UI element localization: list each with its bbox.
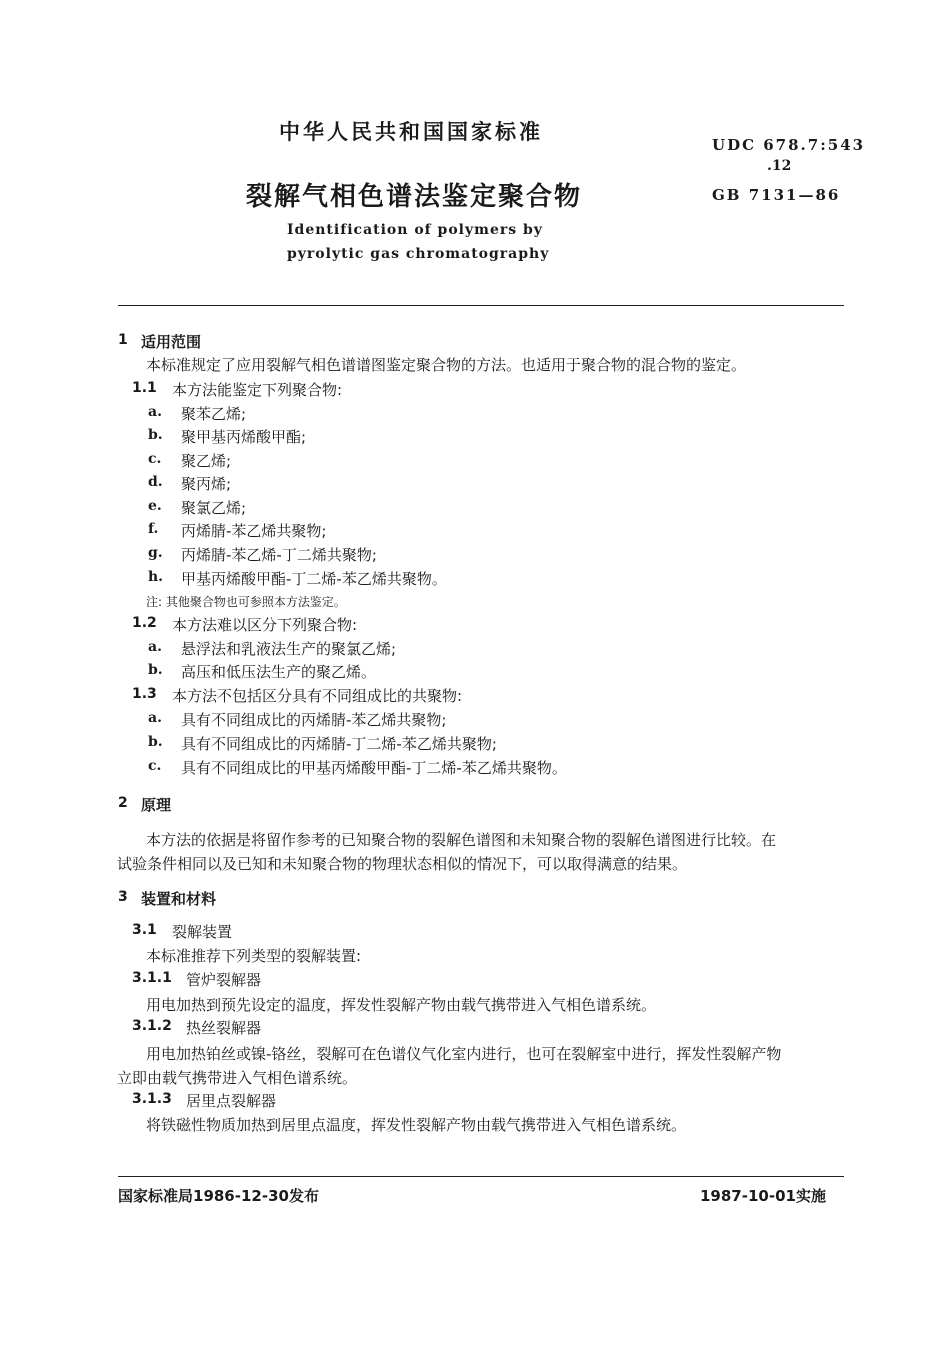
list-item: 丙烯腈-苯乙烯-丁二烯共聚物; — [181, 546, 377, 564]
clause-1-3-text: 本方法不包括区分具有不同组成比的共聚物: — [172, 687, 463, 705]
list-item-letter: b. — [148, 734, 163, 750]
list-item: 聚氯乙烯; — [181, 499, 247, 517]
list-item: 聚丙烯; — [181, 475, 232, 493]
clause-3-1-2-text-line1: 用电加热铂丝或镍-铬丝，裂解可在色谱仪气化室内进行，也可在裂解室中进行，挥发性裂解产物 — [146, 1045, 782, 1063]
list-item: 丙烯腈-苯乙烯共聚物; — [181, 522, 327, 540]
standard-type-heading: 中华人民共和国国家标准 — [279, 120, 543, 144]
section-1-title: 适用范围 — [141, 333, 202, 351]
section-3-number: 3 — [118, 889, 128, 905]
clause-3-1-1-text: 用电加热到预先设定的温度，挥发性裂解产物由载气携带进入气相色谱系统。 — [146, 996, 657, 1014]
list-item-letter: b. — [148, 427, 163, 443]
section-2-number: 2 — [118, 795, 128, 811]
note-text: 注: 其他聚合物也可参照本方法鉴定。 — [146, 595, 346, 609]
list-item: 高压和低压法生产的聚乙烯。 — [181, 663, 377, 681]
list-item: 甲基丙烯酸甲酯-丁二烯-苯乙烯共聚物。 — [181, 570, 447, 588]
clause-1-1-text: 本方法能鉴定下列聚合物: — [172, 381, 343, 399]
clause-1-3-number: 1.3 — [132, 686, 157, 702]
section-2-paragraph-line1: 本方法的依据是将留作参考的已知聚合物的裂解色谱图和未知聚合物的裂解色谱图进行比较。在 — [146, 831, 777, 849]
document-title-cn: 裂解气相色谱法鉴定聚合物 — [246, 182, 583, 212]
clause-3-1-2-text-line2: 立即由载气携带进入气相色谱系统。 — [117, 1069, 358, 1087]
clause-3-1-number: 3.1 — [132, 922, 157, 938]
list-item-letter: b. — [148, 662, 163, 678]
section-1-intro: 本标准规定了应用裂解气相色谱谱图鉴定聚合物的方法。也适用于聚合物的混合物的鉴定。 — [146, 356, 747, 374]
clause-1-1-number: 1.1 — [132, 380, 157, 396]
clause-3-1-2-number: 3.1.2 — [132, 1018, 172, 1034]
list-item: 具有不同组成比的丙烯腈-丁二烯-苯乙烯共聚物; — [181, 735, 497, 753]
clause-3-1-3-number: 3.1.3 — [132, 1091, 172, 1107]
clause-3-1-title: 裂解装置 — [172, 923, 233, 941]
list-item: 聚苯乙烯; — [181, 405, 247, 423]
effective-date: 1987-10-01实施 — [700, 1187, 826, 1205]
header-divider — [118, 305, 844, 306]
clause-3-1-2-title: 热丝裂解器 — [186, 1019, 262, 1037]
list-item: 聚甲基丙烯酸甲酯; — [181, 428, 307, 446]
list-item: 具有不同组成比的丙烯腈-苯乙烯共聚物; — [181, 711, 447, 729]
section-3-title: 装置和材料 — [141, 890, 217, 908]
list-item: 具有不同组成比的甲基丙烯酸甲酯-丁二烯-苯乙烯共聚物。 — [181, 759, 567, 777]
list-item: 悬浮法和乳液法生产的聚氯乙烯; — [181, 640, 397, 658]
section-2-title: 原理 — [141, 796, 172, 814]
clause-3-1-intro: 本标准推荐下列类型的裂解装置: — [146, 947, 362, 965]
list-item-letter: g. — [148, 545, 163, 561]
list-item-letter: h. — [148, 569, 164, 585]
clause-3-1-1-title: 管炉裂解器 — [186, 971, 262, 989]
section-1-number: 1 — [118, 332, 128, 348]
issue-date: 国家标准局1986-12-30发布 — [118, 1187, 319, 1205]
list-item-letter: f. — [148, 521, 159, 537]
section-2-paragraph-line2: 试验条件相同以及已知和未知聚合物的物理状态相似的情况下，可以取得满意的结果。 — [117, 855, 688, 873]
list-item-letter: e. — [148, 498, 162, 514]
list-item-letter: c. — [148, 758, 162, 774]
clause-1-2-text: 本方法难以区分下列聚合物: — [172, 616, 358, 634]
document-title-en-line1: Identification of polymers by — [287, 222, 543, 238]
gb-number: GB 7131—86 — [712, 186, 841, 204]
clause-1-2-number: 1.2 — [132, 615, 157, 631]
list-item-letter: a. — [148, 710, 162, 726]
clause-3-1-1-number: 3.1.1 — [132, 970, 172, 986]
document-title-en-line2: pyrolytic gas chromatography — [287, 246, 550, 262]
footer-divider — [118, 1176, 844, 1177]
list-item-letter: a. — [148, 639, 162, 655]
list-item-letter: a. — [148, 404, 162, 420]
udc-code: UDC 678.7:543 — [712, 136, 866, 154]
list-item-letter: c. — [148, 451, 162, 467]
udc-code-continuation: .12 — [767, 158, 792, 174]
clause-3-1-3-text: 将铁磁性物质加热到居里点温度，挥发性裂解产物由载气携带进入气相色谱系统。 — [146, 1116, 687, 1134]
list-item-letter: d. — [148, 474, 163, 490]
list-item: 聚乙烯; — [181, 452, 232, 470]
clause-3-1-3-title: 居里点裂解器 — [186, 1092, 277, 1110]
